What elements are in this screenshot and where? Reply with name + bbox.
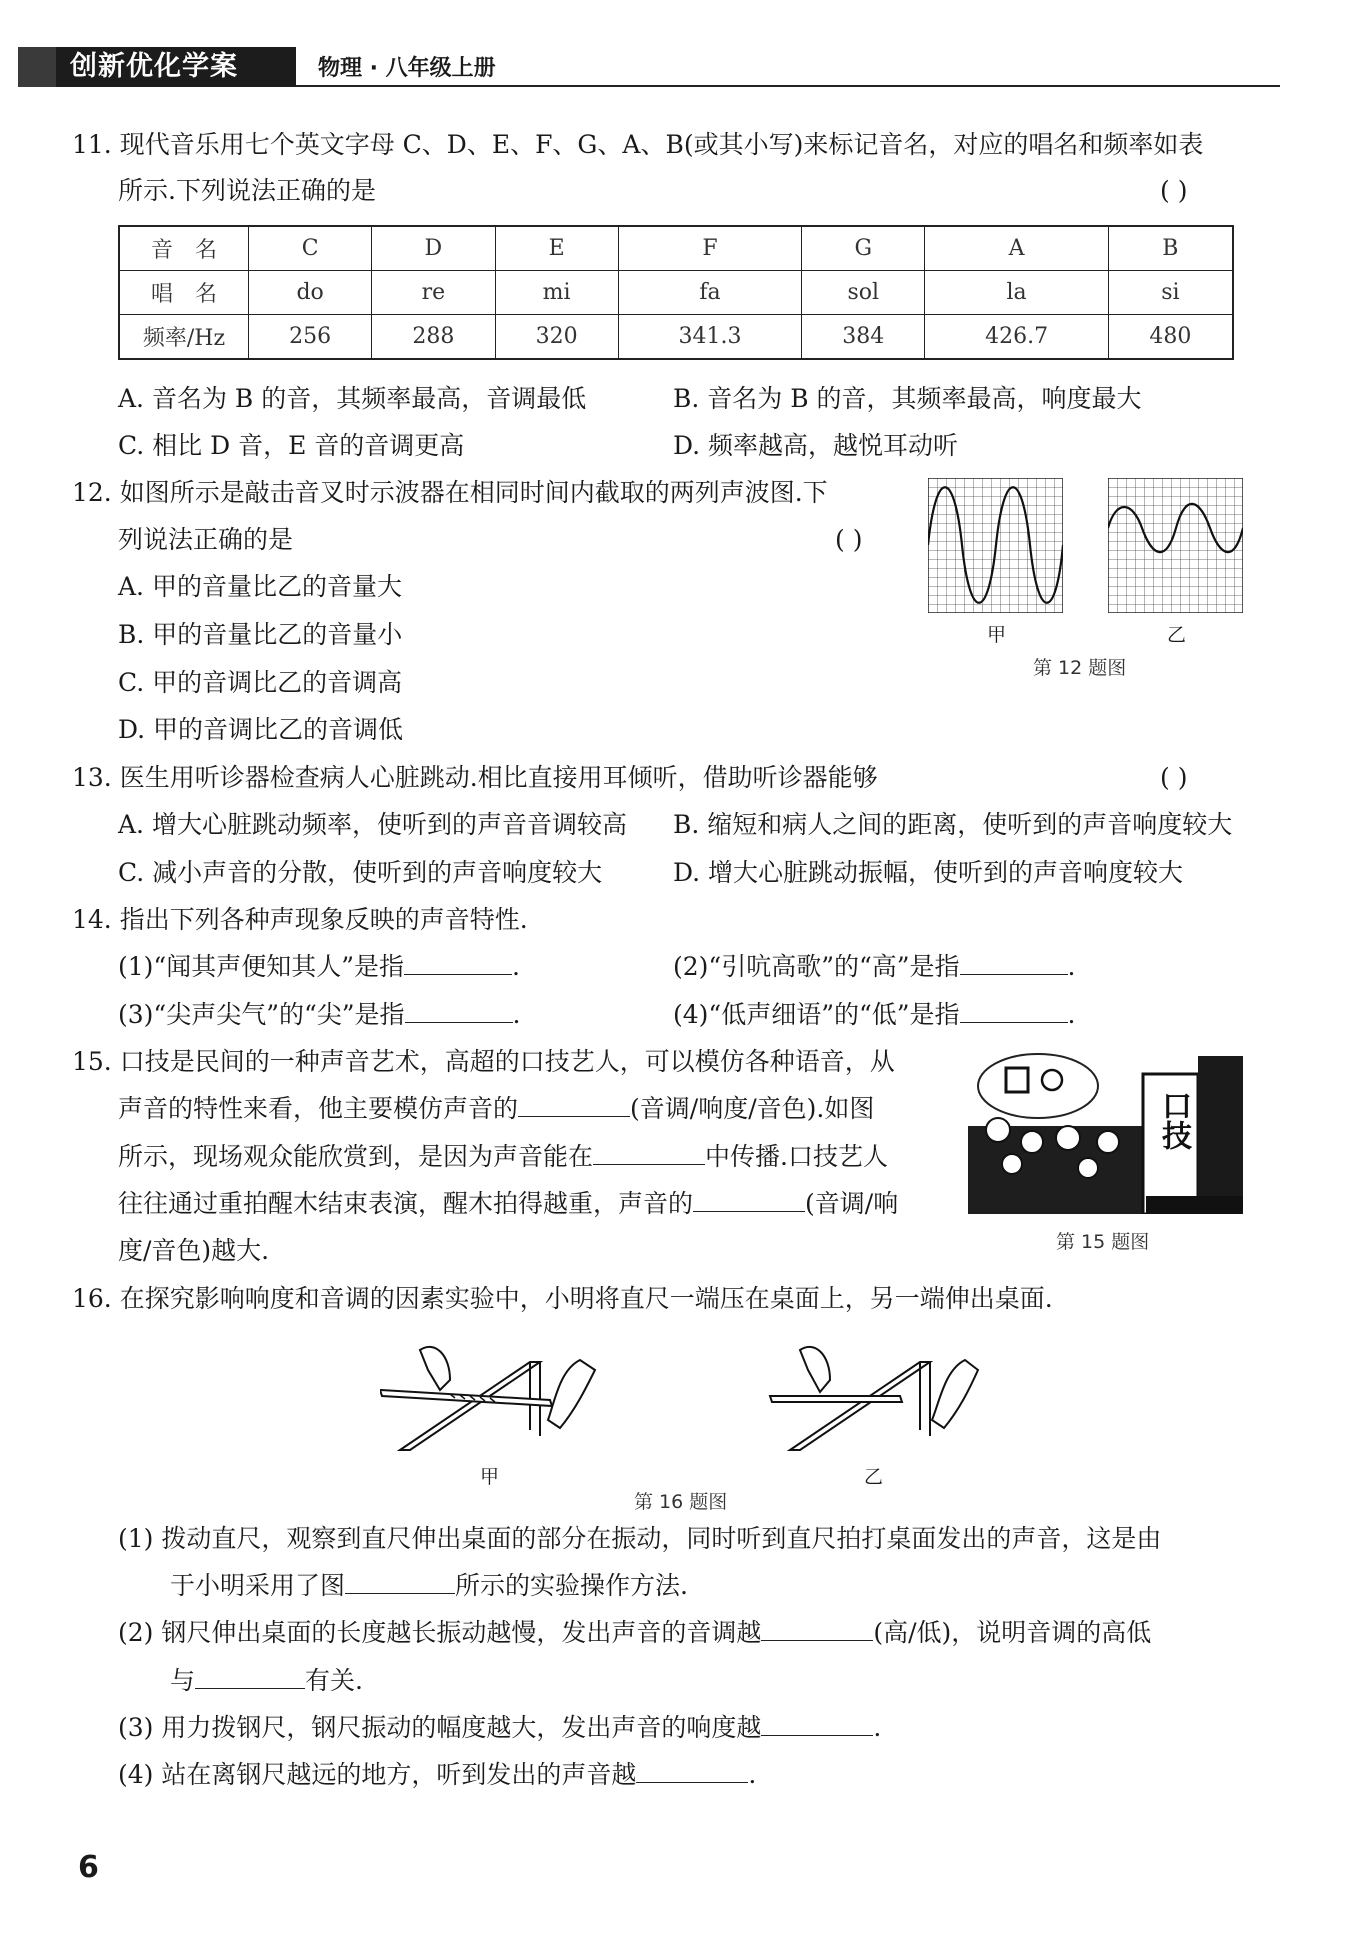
q14-item-1: (1)“闻其声便知其人”是指 . (118, 948, 520, 986)
table-cell: C (249, 226, 372, 271)
table-cell: do (249, 271, 372, 315)
answer-blank[interactable] (960, 948, 1068, 975)
brand-banner (18, 47, 296, 87)
table-cell: 音 名 (119, 226, 249, 271)
q16-figure-caption: 第 16 题图 (634, 1491, 728, 1513)
q14-item-3: (3)“尖声尖气”的“尖”是指 . (118, 996, 521, 1034)
table-cell: F (618, 226, 801, 271)
answer-blank[interactable] (195, 1662, 305, 1689)
q12-stem-line1: 12. 如图所示是敲击音叉时示波器在相同时间内截取的两列声波图.下 (72, 478, 828, 507)
q16-part3: (3) 用力拨钢尺，钢尺振动的幅度越大，发出声音的响度越 . (118, 1709, 881, 1747)
q12-option-c: C. 甲的音调比乙的音调高 (118, 668, 403, 697)
q13-stem: 13. 医生用听诊器检查病人心脏跳动.相比直接用耳倾听，借助听诊器能够 (72, 763, 878, 792)
brand-notch-decoration (18, 47, 56, 87)
table-cell: si (1108, 271, 1233, 315)
answer-blank[interactable] (518, 1090, 630, 1117)
q14-item-4: (4)“低声细语”的“低”是指 . (673, 996, 1076, 1034)
q14-item-2: (2)“引吭高歌”的“高”是指 . (673, 948, 1076, 986)
q11-stem-line2: 所示.下列说法正确的是 (118, 176, 376, 205)
q11-option-b: B. 音名为 B 的音，其频率最高，响度最大 (673, 384, 1142, 413)
q12-answer-paren: ( ) (835, 525, 863, 554)
q13-answer-paren: ( ) (1160, 763, 1188, 792)
q11-option-d: D. 频率越高，越悦耳动听 (673, 431, 959, 460)
q16-part1-line1: (1) 拨动直尺，观察到直尺伸出桌面的部分在振动，同时听到直尺拍打桌面发出的声音，这是由 (118, 1524, 1162, 1553)
q12-figure-caption: 第 12 题图 (1033, 657, 1127, 679)
q11-option-a: A. 音名为 B 的音，其频率最高，音调最低 (118, 384, 587, 413)
q16-part1-line2: 于小明采用了图 所示的实验操作方法. (170, 1567, 688, 1605)
table-row (119, 315, 1233, 360)
table-cell: re (372, 271, 495, 315)
q16-part2-line2: 与 有关. (170, 1662, 363, 1700)
q15-line1: 15. 口技是民间的一种声音艺术，高超的口技艺人，可以模仿各种语音，从 (72, 1047, 895, 1076)
q12-option-b: B. 甲的音量比乙的音量小 (118, 620, 403, 649)
table-cell: 480 (1108, 315, 1233, 360)
q15-figure-caption: 第 15 题图 (1056, 1231, 1150, 1253)
waveform-yi-figure (1108, 478, 1243, 613)
q11-option-c: C. 相比 D 音，E 音的音调更高 (118, 431, 465, 460)
q15-line4: 往往通过重拍醒木结束表演，醒木拍得越重，声音的 (音调/响 (118, 1185, 898, 1223)
q13-option-a: A. 增大心脏跳动频率，使听到的声音音调较高 (118, 810, 627, 839)
table-cell: sol (802, 271, 925, 315)
q15-line5: 度/音色)越大. (118, 1236, 270, 1265)
table-cell: mi (495, 271, 618, 315)
page-header (18, 47, 1280, 87)
table-cell: 频率/Hz (119, 315, 249, 360)
table-cell: B (1108, 226, 1233, 271)
q13-option-d: D. 增大心脏跳动振幅，使听到的声音响度较大 (673, 858, 1184, 887)
table-cell: E (495, 226, 618, 271)
table-cell: 426.7 (925, 315, 1108, 360)
table-cell: 320 (495, 315, 618, 360)
q12-label-yi: 乙 (1167, 624, 1187, 646)
q12-label-jia: 甲 (987, 624, 1007, 646)
answer-blank[interactable] (404, 948, 512, 975)
ruler-experiment-jia-figure (380, 1340, 600, 1460)
answer-blank[interactable] (761, 1709, 873, 1736)
q16-part2-line1: (2) 钢尺伸出桌面的长度越长振动越慢，发出声音的音调越 (高/低)，说明音调的高低 (118, 1614, 1151, 1652)
q16-stem: 16. 在探究影响响度和音调的因素实验中，小明将直尺一端压在桌面上，另一端伸出桌面. (72, 1284, 1053, 1313)
q13-option-c: C. 减小声音的分散，使听到的声音响度较大 (118, 858, 603, 887)
answer-blank[interactable] (761, 1614, 873, 1641)
answer-blank[interactable] (636, 1756, 748, 1783)
table-cell: la (925, 271, 1108, 315)
q15-line2: 声音的特性来看，他主要模仿声音的 (音调/响度/音色).如图 (118, 1090, 874, 1128)
brand-title: 创新优化学案 (70, 51, 238, 82)
table-cell: 256 (249, 315, 372, 360)
q14-stem: 14. 指出下列各种声现象反映的声音特性. (72, 905, 528, 934)
page-number: 6 (78, 1850, 99, 1885)
table-cell: G (802, 226, 925, 271)
answer-blank[interactable] (345, 1567, 455, 1594)
answer-blank[interactable] (593, 1138, 705, 1165)
q11-stem-line1: 11. 现代音乐用七个英文字母 C、D、E、F、G、A、B(或其小写)来标记音名，对应的唱名和频率如表 (72, 130, 1204, 159)
table-cell: 唱 名 (119, 271, 249, 315)
table-cell: 384 (802, 315, 925, 360)
answer-blank[interactable] (960, 996, 1068, 1023)
table-cell: 288 (372, 315, 495, 360)
q13-option-b: B. 缩短和病人之间的距离，使听到的声音响度较大 (673, 810, 1233, 839)
table-row (119, 271, 1233, 315)
subject-title: 物理 · 八年级上册 (318, 56, 496, 81)
q16-part4: (4) 站在离钢尺越远的地方，听到发出的声音越 . (118, 1756, 756, 1794)
q12-option-d: D. 甲的音调比乙的音调低 (118, 715, 404, 744)
table-cell: A (925, 226, 1108, 271)
ruler-experiment-yi-figure (760, 1340, 980, 1460)
header-rule (296, 85, 1280, 87)
q15-line3: 所示，现场观众能欣赏到，是因为声音能在 中传播.口技艺人 (118, 1138, 888, 1176)
table-row (119, 226, 1233, 271)
q12-stem-line2: 列说法正确的是 (118, 525, 294, 554)
q16-label-yi: 乙 (864, 1466, 884, 1488)
kouji-sign-text: 口技 (1156, 1090, 1191, 1150)
note-frequency-table (118, 225, 1234, 360)
table-cell: 341.3 (618, 315, 801, 360)
q16-label-jia: 甲 (480, 1466, 500, 1488)
table-cell: D (372, 226, 495, 271)
q12-option-a: A. 甲的音量比乙的音量大 (118, 572, 402, 601)
answer-blank[interactable] (405, 996, 513, 1023)
waveform-jia-figure (928, 478, 1063, 613)
q11-answer-paren: ( ) (1160, 176, 1188, 205)
kouji-performance-figure (968, 1046, 1243, 1214)
table-cell: fa (618, 271, 801, 315)
answer-blank[interactable] (693, 1185, 805, 1212)
